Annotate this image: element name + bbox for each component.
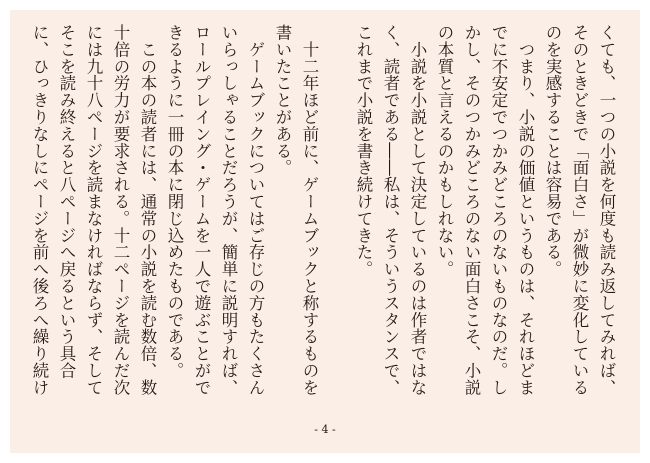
text-line: 書いたことがある。 [273,24,292,177]
text-line: に、ひっきりなしにページを前へ後ろへ繰り続け [30,24,49,396]
text-line: 十倍の労力が要求される。十二ページを読んだ次 [111,24,130,396]
text-line: きるように一冊の本に閉じ込めたものである。 [165,24,184,379]
page-number: - 4 - [314,423,336,436]
vertical-text-body [30,24,620,414]
book-page [10,10,640,453]
text-line: この本の読者には、通常の小説を読む数倍、数 [138,24,157,396]
text-line: のを実感することは容易である。 [543,24,562,278]
text-line: の本質と言えるのかもしれない。 [435,24,454,278]
text-line: には九十八ページを読まなければならず、そして [84,24,103,396]
text-line: そのときどきで「面白さ」が微妙に変化している [570,24,589,396]
section-break [323,24,350,414]
text-line: でに不安定でつかみどころのないものなのだ。し [489,24,508,396]
text-line: くても、一つの小説を何度も読み返してみれば、 [597,24,616,396]
text-line: く、読者である――私は、そういうスタンスで、 [381,24,400,396]
text-line: ロールプレイング・ゲームを一人で遊ぶことがで [192,24,211,396]
text-line: 十二年ほど前に、ゲームブックと称するものを [300,24,319,396]
text-line: いらっしゃることだろうが、簡単に説明すれば、 [219,24,238,396]
text-line: 小説を小説として決定しているのは作者ではな [408,24,427,396]
text-line: ゲームブックについてはご存じの方もたくさん [246,24,265,396]
text-line: つまり、小説の価値というものは、それほどま [516,24,535,396]
text-line: そこを読み終えると八ページへ戻るという具合 [57,24,76,379]
text-line: かし、そのつかみどころのない面白さこそ、小説 [462,24,481,396]
text-line: これまで小説を書き続けてきた。 [354,24,373,278]
